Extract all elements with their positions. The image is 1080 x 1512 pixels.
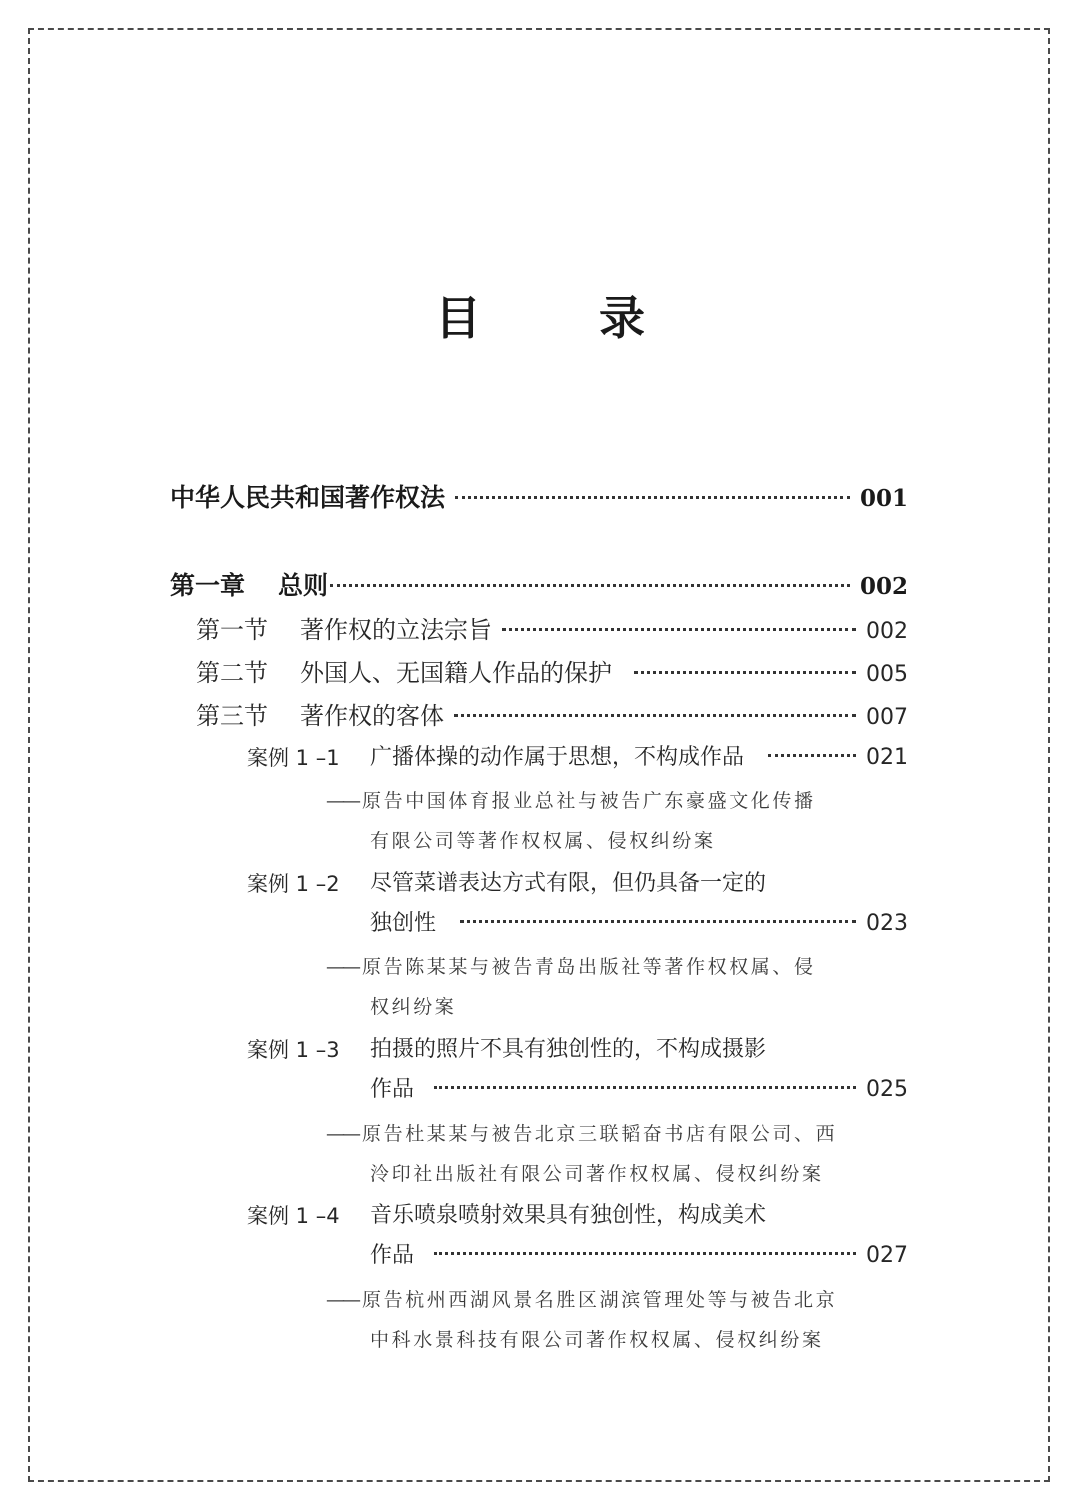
case-label: 案例 1 –3 <box>247 1038 340 1062</box>
leader-dots <box>634 671 856 674</box>
page-number: 025 <box>866 1077 908 1102</box>
chapter-title: 总则 <box>278 571 329 600</box>
case-parties-line: —— 原告杜某某与被告北京三联韬奋书店有限公司、西 <box>326 1123 838 1145</box>
case-parties-line: 有限公司等著作权权属、侵权纠纷案 <box>370 830 716 852</box>
case-title-cont: 独创性 <box>370 911 437 936</box>
section-number: 第二节 <box>196 659 268 687</box>
section-title: 著作权的立法宗旨 <box>300 616 492 644</box>
case-title-cont: 作品 <box>370 1077 415 1102</box>
case-title[interactable]: 尽管菜谱表达方式有限，但仍具备一定的 <box>370 871 767 896</box>
em-dash: —— <box>326 956 358 978</box>
leader-dots <box>460 920 856 923</box>
em-dash: —— <box>326 1123 358 1145</box>
page-number: 005 <box>866 662 908 687</box>
leader-dots <box>454 714 856 717</box>
toc-entry-case[interactable] <box>370 1238 908 1269</box>
toc-entry-law[interactable] <box>170 478 908 514</box>
case-title: 广播体操的动作属于思想，不构成作品 <box>370 745 745 770</box>
page-number: 027 <box>866 1243 908 1268</box>
case-label: 案例 1 –4 <box>247 1204 340 1228</box>
section-number: 第一节 <box>196 616 268 644</box>
page-number: 002 <box>866 619 908 644</box>
page-number: 001 <box>859 485 908 512</box>
page-number: 007 <box>866 705 908 730</box>
toc-entry-chapter[interactable] <box>170 566 908 602</box>
em-dash: —— <box>326 1289 358 1311</box>
leader-dots <box>330 584 850 587</box>
em-dash: —— <box>326 790 358 812</box>
case-parties-line: 中科水景科技有限公司著作权权属、侵权纠纷案 <box>370 1329 824 1351</box>
page-title: 目 录 <box>435 291 681 345</box>
page-number: 002 <box>859 573 908 600</box>
case-title[interactable]: 音乐喷泉喷射效果具有独创性，构成美术 <box>370 1203 767 1228</box>
leader-dots <box>768 754 856 757</box>
section-title: 外国人、无国籍人作品的保护 <box>300 659 612 687</box>
case-parties-line: —— 原告杭州西湖风景名胜区湖滨管理处等与被告北京 <box>326 1289 838 1311</box>
toc-entry-text: 中华人民共和国著作权法 <box>170 483 446 512</box>
toc-entry-section[interactable] <box>196 610 908 645</box>
case-title[interactable]: 拍摄的照片不具有独创性的，不构成摄影 <box>370 1037 767 1062</box>
toc-entry-case[interactable] <box>370 1072 908 1103</box>
case-parties-line: 泠印社出版社有限公司著作权权属、侵权纠纷案 <box>370 1163 824 1185</box>
case-label: 案例 1 –1 <box>247 746 340 770</box>
page-number: 021 <box>866 745 908 770</box>
case-parties-line: —— 原告中国体育报业总社与被告广东豪盛文化传播 <box>326 790 816 812</box>
toc-entry-case[interactable] <box>370 740 908 771</box>
case-parties-line: 权纠纷案 <box>370 996 457 1018</box>
leader-dots <box>455 496 850 499</box>
case-title-cont: 作品 <box>370 1243 415 1268</box>
leader-dots <box>434 1252 856 1255</box>
case-parties-line: —— 原告陈某某与被告青岛出版社等著作权权属、侵 <box>326 956 816 978</box>
case-label: 案例 1 –2 <box>247 872 340 896</box>
toc-entry-case[interactable] <box>370 906 908 937</box>
leader-dots <box>434 1086 856 1089</box>
toc-entry-section[interactable] <box>196 696 908 731</box>
section-number: 第三节 <box>196 702 268 730</box>
chapter-number: 第一章 <box>170 571 246 600</box>
page-number: 023 <box>866 911 908 936</box>
leader-dots <box>502 628 856 631</box>
toc-entry-section[interactable] <box>196 653 908 688</box>
section-title: 著作权的客体 <box>300 702 444 730</box>
